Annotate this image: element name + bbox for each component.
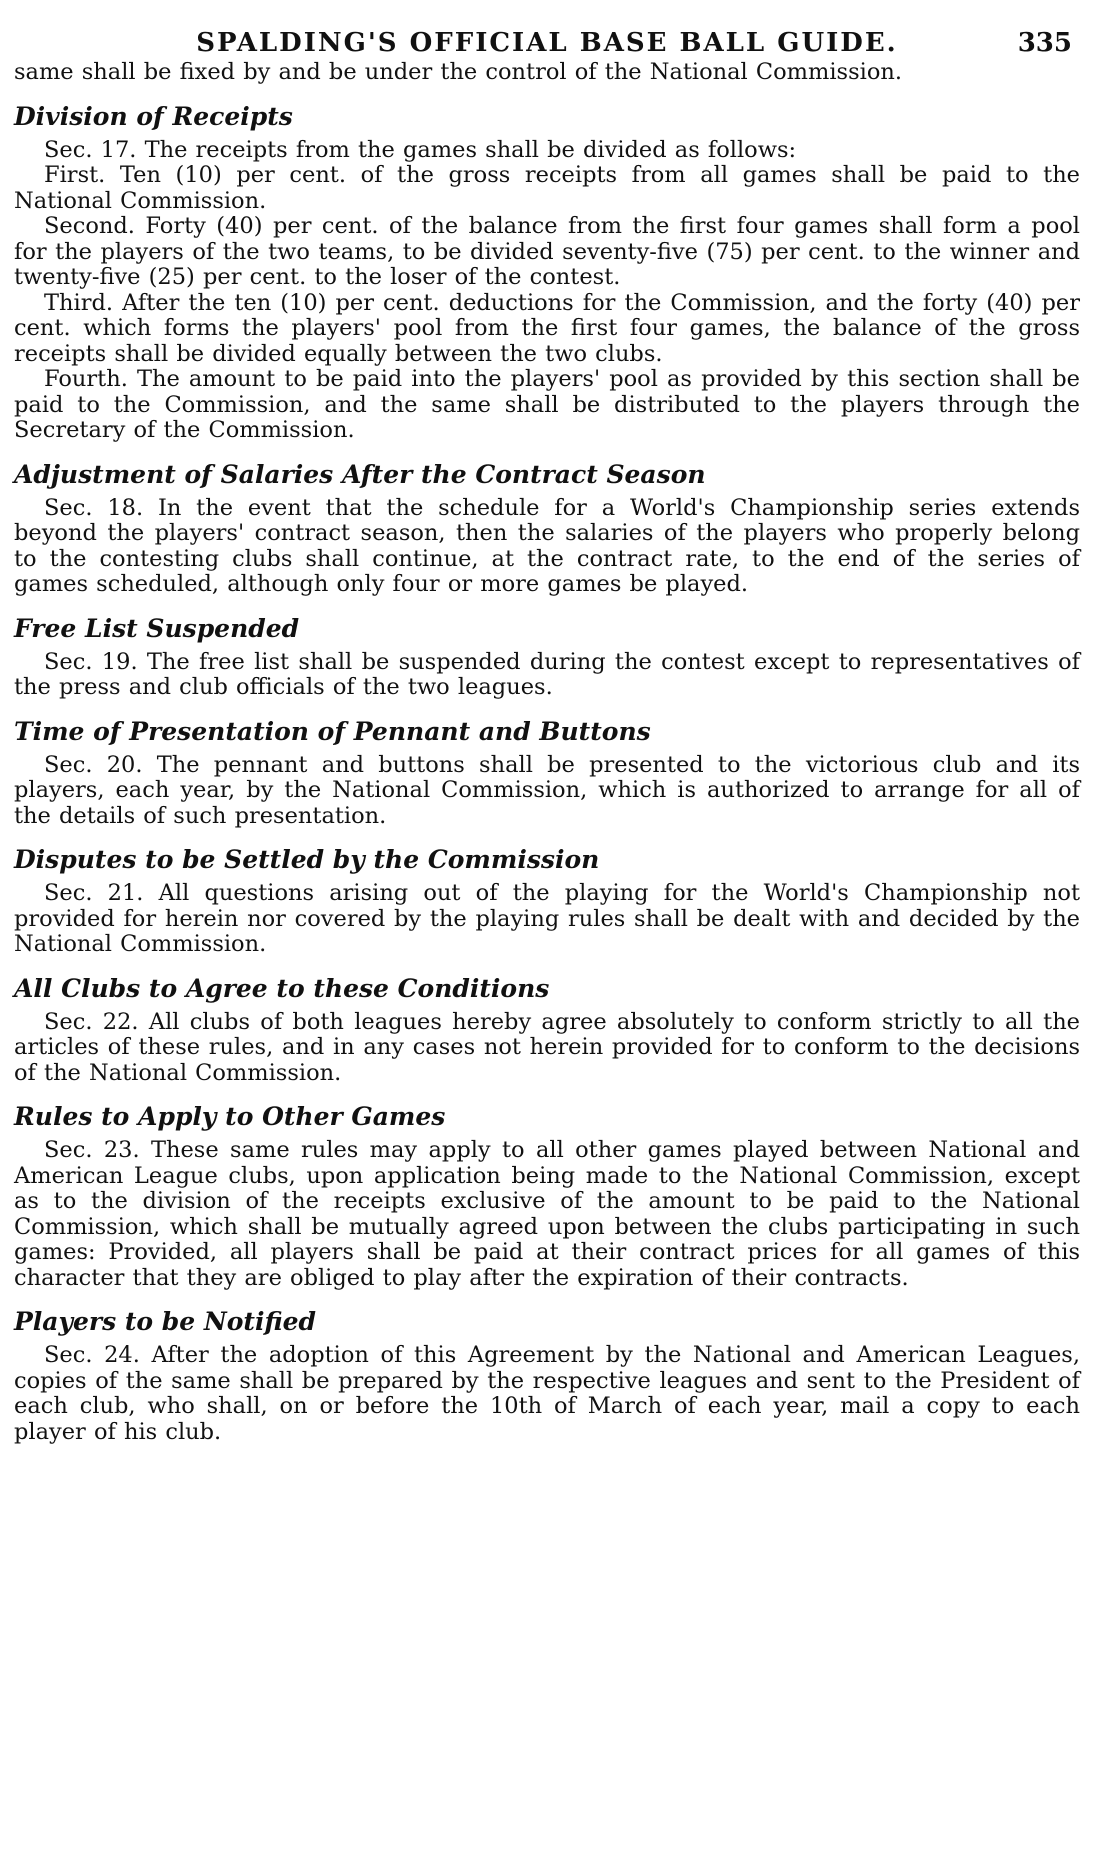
paragraph-sec-17-third: Third. After the ten (10) per cent. deductions for the Commission, and the forty (40) per cent. which forms the players' pool from the first four games, the balance of the gross receipts shall be divided equally between the two clubs.: [14, 289, 1080, 367]
paragraph-sec-19: Sec. 19. The free list shall be suspended during the contest except to representatives of the press and club officials of the two leagues.: [14, 648, 1080, 700]
running-title: SPALDING'S OFFICIAL BASE BALL GUIDE.: [196, 28, 898, 58]
running-head: [14, 10, 1080, 58]
section-heading-disputes: Disputes to be Settled by the Commission: [14, 845, 600, 874]
paragraph-sec-17-fourth: Fourth. The amount to be paid into the players' pool as provided by this section shall be paid to the Commission, and the same shall be distributed to the players through the Secretary of the Commission.: [14, 366, 1080, 443]
paragraph-sec-17-second: Second. Forty (40) per cent. of the balance from the first four games shall form a pool for the players of the two teams, to be divided seventy-five (75) per cent. to the winner and twenty-five (25) per cent. to the loser of the contest.: [14, 213, 1080, 290]
section-heading-division-of-receipts: Division of Receipts: [14, 101, 293, 131]
paragraph-sec-22: Sec. 22. All clubs of both leagues hereby agree absolutely to conform strictly to all the articles of these rules, and in any cases not herein provided for to conform to the decisions of the National Commission.: [14, 1008, 1080, 1086]
book-page: [14, 10, 1080, 1840]
paragraph-sec-17-first: First. Ten (10) per cent. of the gross receipts from all games shall be paid to the National Commission.: [14, 162, 1080, 214]
paragraph-sec-20: Sec. 20. The pennant and buttons shall be presented to the victorious club and its players, each year, by the National Commission, which is authorized to arrange for all of the details of such presentation.: [14, 751, 1080, 829]
section-heading-presentation-of-pennant: Time of Presentation of Pennant and Buttons: [14, 716, 651, 746]
section-heading-adjustment-of-salaries: Adjustment of Salaries After the Contract Season: [14, 459, 706, 489]
continued-paragraph: same shall be fixed by and be under the control of the National Commission.: [14, 59, 903, 85]
paragraph-sec-21: Sec. 21. All questions arising out of the playing for the World's Championship not provided for herein nor covered by the playing rules shall be dealt with and decided by the National Commission.: [14, 880, 1080, 957]
section-heading-players-to-be-notified: Players to be Notified: [14, 1307, 317, 1336]
section-heading-free-list-suspended: Free List Suspended: [14, 613, 300, 643]
paragraph-sec-24: Sec. 24. After the adoption of this Agreement by the National and American Leagues, copies of the same shall be prepared by the respective leagues and sent to the President of each club, who shall, on or before the 10th of March of each year, mail a copy to each player of his club.: [14, 1342, 1080, 1445]
section-heading-all-clubs-to-agree: All Clubs to Agree to these Conditions: [14, 973, 550, 1003]
page-number: 335: [1017, 28, 1072, 58]
paragraph-sec-17: Sec. 17. The receipts from the games shall be divided as follows:: [44, 136, 797, 163]
section-heading-rules-to-apply: Rules to Apply to Other Games: [14, 1102, 446, 1131]
paragraph-sec-18: Sec. 18. In the event that the schedule for a World's Championship series extends beyond the players' contract season, then the salaries of the players who properly belong to the contesting clubs shall continue, at the contract rate, to the end of the series of games scheduled, although only four or more games be played.: [14, 494, 1080, 597]
paragraph-sec-23: Sec. 23. These same rules may apply to all other games played between National and American League clubs, upon application being made to the National Commission, except as to the division of the receipts exclusive of the amount to be paid to the National Commission, which shall be mutually agreed upon between the clubs participating in such games: Provided, all players shall be paid at their contract prices for all games of this character that they are obliged to play after the expiration of their contracts.: [14, 1137, 1080, 1291]
